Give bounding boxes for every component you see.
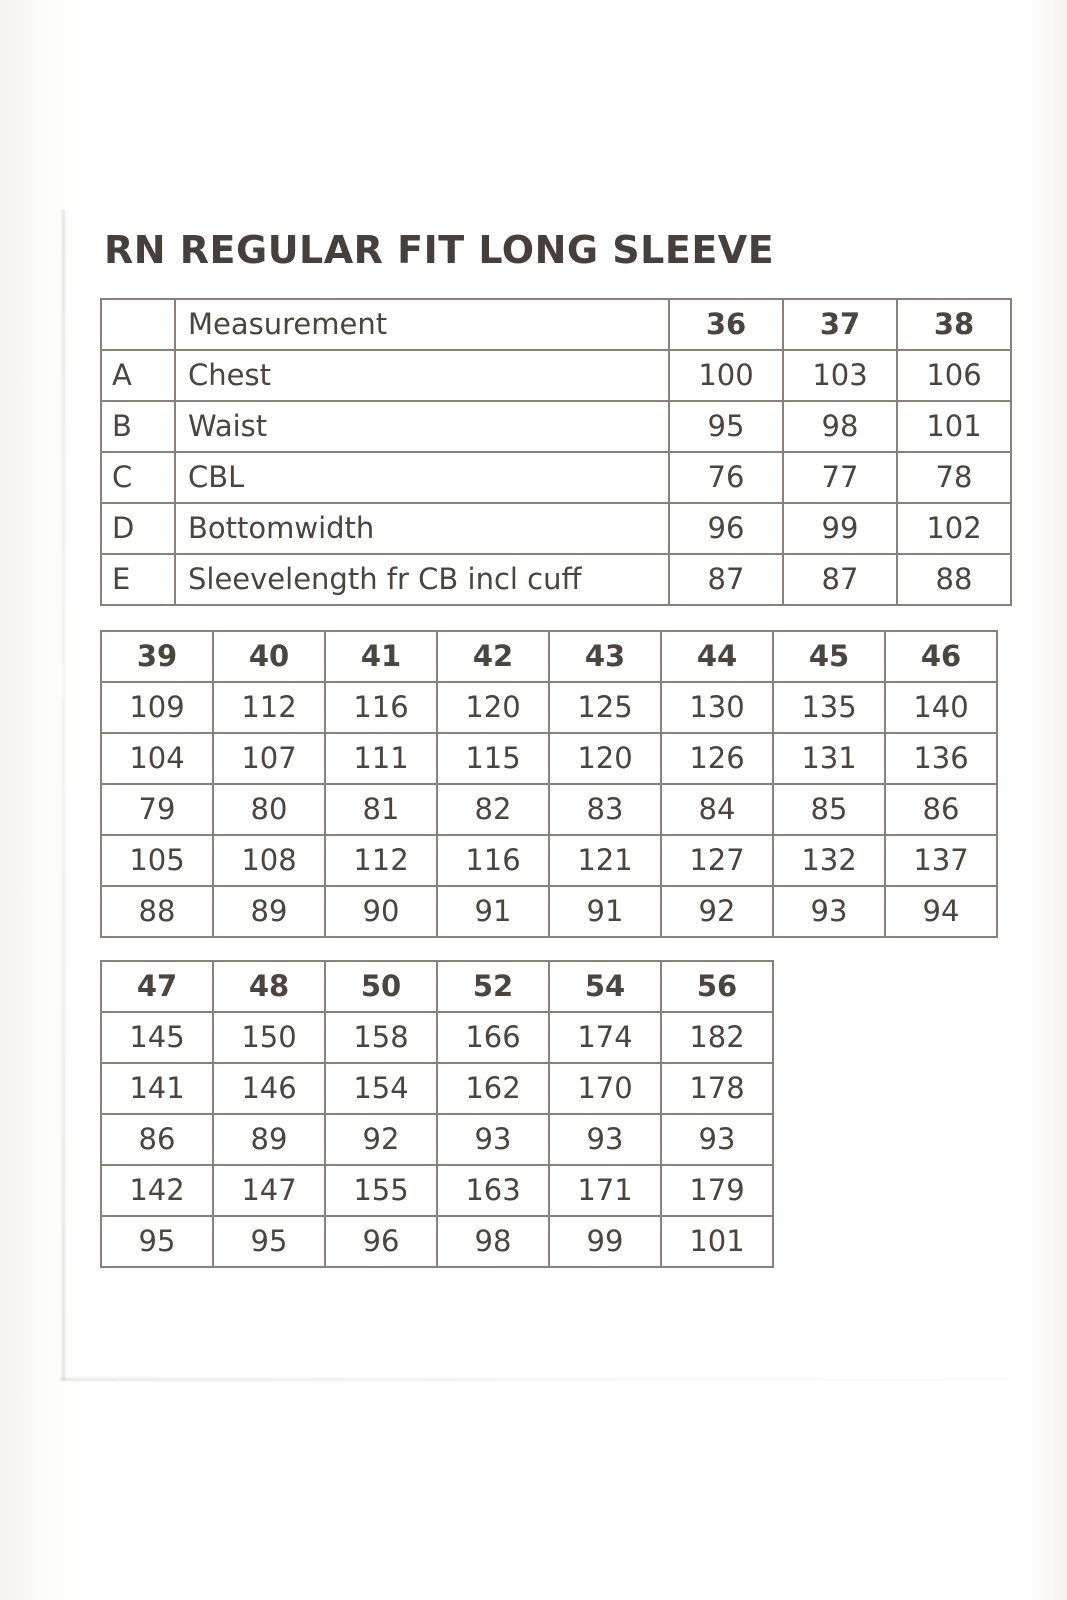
row-value: 88	[101, 886, 213, 937]
header-cell-measurement-code	[101, 299, 175, 350]
header-cell-measurement: Measurement	[175, 299, 669, 350]
row-value: 99	[549, 1216, 661, 1267]
row-value: 121	[549, 835, 661, 886]
row-code: B	[101, 401, 175, 452]
row-value: 88	[897, 554, 1011, 605]
row-value: 103	[783, 350, 897, 401]
header-cell-size-42: 42	[437, 631, 549, 682]
table-row	[101, 886, 997, 937]
page-title: RN REGULAR FIT LONG SLEEVE	[104, 228, 775, 272]
row-value: 131	[773, 733, 885, 784]
header-cell-size-48: 48	[213, 961, 325, 1012]
row-value: 101	[897, 401, 1011, 452]
row-value: 126	[661, 733, 773, 784]
row-value: 90	[325, 886, 437, 937]
row-code: C	[101, 452, 175, 503]
row-value: 79	[101, 784, 213, 835]
row-value: 170	[549, 1063, 661, 1114]
row-value: 179	[661, 1165, 773, 1216]
header-cell-size-39: 39	[101, 631, 213, 682]
row-value: 145	[101, 1012, 213, 1063]
row-label: Sleevelength fr CB incl cuff	[175, 554, 669, 605]
row-value: 120	[549, 733, 661, 784]
header-cell-size-47: 47	[101, 961, 213, 1012]
header-cell-size-38: 38	[897, 299, 1011, 350]
header-cell-size-41: 41	[325, 631, 437, 682]
row-value: 92	[661, 886, 773, 937]
header-cell-size-52: 52	[437, 961, 549, 1012]
row-code: A	[101, 350, 175, 401]
row-value: 87	[669, 554, 783, 605]
row-value: 85	[773, 784, 885, 835]
row-value: 102	[897, 503, 1011, 554]
table-row	[101, 1012, 773, 1063]
header-cell-size-56: 56	[661, 961, 773, 1012]
row-value: 140	[885, 682, 997, 733]
row-value: 82	[437, 784, 549, 835]
table-row	[101, 733, 997, 784]
row-value: 98	[437, 1216, 549, 1267]
row-value: 96	[325, 1216, 437, 1267]
row-value: 178	[661, 1063, 773, 1114]
table-row	[101, 452, 1011, 503]
table-row	[101, 1165, 773, 1216]
row-value: 93	[549, 1114, 661, 1165]
row-value: 125	[549, 682, 661, 733]
table-header-row	[101, 299, 1011, 350]
row-value: 104	[101, 733, 213, 784]
row-label: Waist	[175, 401, 669, 452]
row-value: 78	[897, 452, 1011, 503]
measurement-table-sizes-39-46	[100, 630, 998, 938]
header-cell-size-44: 44	[661, 631, 773, 682]
row-value: 93	[661, 1114, 773, 1165]
row-value: 80	[213, 784, 325, 835]
table-row	[101, 682, 997, 733]
table-header-row	[101, 961, 773, 1012]
row-value: 100	[669, 350, 783, 401]
header-cell-size-40: 40	[213, 631, 325, 682]
table-row	[101, 350, 1011, 401]
row-value: 99	[783, 503, 897, 554]
row-value: 94	[885, 886, 997, 937]
row-value: 142	[101, 1165, 213, 1216]
row-value: 87	[783, 554, 897, 605]
row-value: 120	[437, 682, 549, 733]
row-value: 83	[549, 784, 661, 835]
row-value: 130	[661, 682, 773, 733]
table-row	[101, 401, 1011, 452]
header-cell-size-43: 43	[549, 631, 661, 682]
header-cell-size-37: 37	[783, 299, 897, 350]
row-value: 141	[101, 1063, 213, 1114]
header-cell-size-45: 45	[773, 631, 885, 682]
row-value: 146	[213, 1063, 325, 1114]
table-row	[101, 1216, 773, 1267]
row-code: E	[101, 554, 175, 605]
row-value: 150	[213, 1012, 325, 1063]
row-value: 89	[213, 886, 325, 937]
row-value: 91	[549, 886, 661, 937]
row-value: 112	[325, 835, 437, 886]
table-row	[101, 1114, 773, 1165]
row-value: 107	[213, 733, 325, 784]
row-value: 158	[325, 1012, 437, 1063]
table-row	[101, 554, 1011, 605]
row-value: 127	[661, 835, 773, 886]
row-value: 136	[885, 733, 997, 784]
row-value: 166	[437, 1012, 549, 1063]
row-value: 109	[101, 682, 213, 733]
row-label: CBL	[175, 452, 669, 503]
row-value: 108	[213, 835, 325, 886]
header-cell-size-46: 46	[885, 631, 997, 682]
row-value: 86	[885, 784, 997, 835]
row-label: Chest	[175, 350, 669, 401]
row-value: 86	[101, 1114, 213, 1165]
table-row	[101, 784, 997, 835]
row-value: 132	[773, 835, 885, 886]
row-value: 116	[325, 682, 437, 733]
row-value: 155	[325, 1165, 437, 1216]
row-value: 115	[437, 733, 549, 784]
row-value: 163	[437, 1165, 549, 1216]
row-value: 112	[213, 682, 325, 733]
row-code: D	[101, 503, 175, 554]
table-row	[101, 1063, 773, 1114]
header-cell-size-36: 36	[669, 299, 783, 350]
row-value: 116	[437, 835, 549, 886]
row-value: 162	[437, 1063, 549, 1114]
row-value: 92	[325, 1114, 437, 1165]
row-value: 182	[661, 1012, 773, 1063]
row-value: 96	[669, 503, 783, 554]
header-cell-size-50: 50	[325, 961, 437, 1012]
row-value: 98	[783, 401, 897, 452]
table-header-row	[101, 631, 997, 682]
measurement-table-sizes-47-56	[100, 960, 774, 1268]
header-cell-size-54: 54	[549, 961, 661, 1012]
row-label: Bottomwidth	[175, 503, 669, 554]
row-value: 76	[669, 452, 783, 503]
row-value: 89	[213, 1114, 325, 1165]
row-value: 84	[661, 784, 773, 835]
row-value: 147	[213, 1165, 325, 1216]
row-value: 171	[549, 1165, 661, 1216]
table-row	[101, 503, 1011, 554]
row-value: 154	[325, 1063, 437, 1114]
row-value: 101	[661, 1216, 773, 1267]
row-value: 81	[325, 784, 437, 835]
row-value: 95	[213, 1216, 325, 1267]
row-value: 174	[549, 1012, 661, 1063]
row-value: 91	[437, 886, 549, 937]
row-value: 93	[773, 886, 885, 937]
row-value: 111	[325, 733, 437, 784]
row-value: 137	[885, 835, 997, 886]
row-value: 93	[437, 1114, 549, 1165]
row-value: 77	[783, 452, 897, 503]
row-value: 95	[101, 1216, 213, 1267]
table-row	[101, 835, 997, 886]
row-value: 106	[897, 350, 1011, 401]
row-value: 95	[669, 401, 783, 452]
measurement-table-sizes-36-38	[100, 298, 1012, 606]
row-value: 135	[773, 682, 885, 733]
row-value: 105	[101, 835, 213, 886]
